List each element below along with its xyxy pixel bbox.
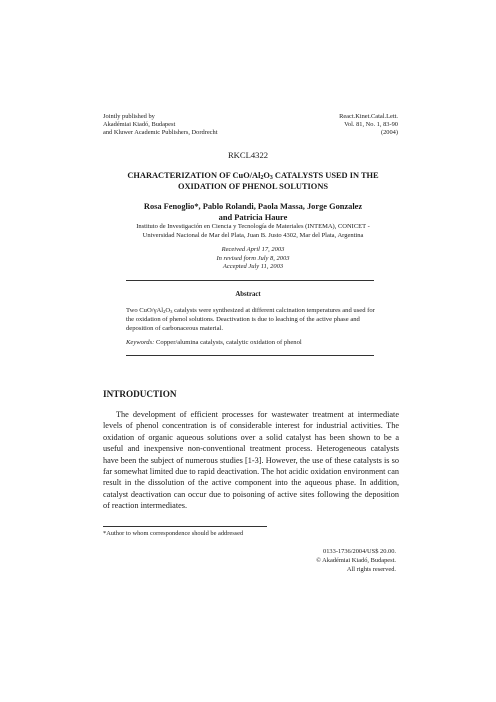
author-list <box>110 201 396 223</box>
abstract-text-part: Two CuO/γAl <box>126 307 164 314</box>
article-title <box>110 170 396 192</box>
introduction-paragraph: The development of efficient processes for wastewater treatment at intermediate levels of phenol concentration is of considerable interest for industrial activities. The oxidation of organic aqueous solutions over a solid catalyst has been shown to be a useful and inexpensive non-conventional treatment process. Heterogeneous catalysts have been the subject of numerous studies [1-3]. However, the use of these catalysts is so far somewhat limited due to rapid deactivation. The hot acidic oxidation environment can result in the dissolution of the active component into the aqueous phase. In addition, catalyst deactivation can occur due to poisoning of active sites following the deposition of reaction intermediates. <box>103 410 399 511</box>
abstract-top-rule <box>126 280 374 281</box>
affiliation-line: Universidad Nacional de Mar del Plata, Juan B. Justo 4302, Mar del Plata, Argentina <box>142 231 364 239</box>
rights-line: All rights reserved. <box>346 565 396 573</box>
keywords-label: Keywords: <box>126 339 155 346</box>
issn-line: 0133-1736/2004/US$ 20.00. <box>323 548 396 555</box>
abstract-heading: Abstract <box>235 291 261 298</box>
publisher-line: Jointly published by <box>103 113 155 120</box>
copyright-block <box>270 548 396 574</box>
title-text: CATALYSTS USED IN THE <box>272 171 379 180</box>
abstract-text-part: catalysts were synthesized at different calcination temperatures and used for the oxidation of phenol solutions. Deactivation is due to leaching of the active phase and deposition of carbonaceous material. <box>126 307 375 333</box>
journal-line: Vol. 81, No. 1, 83-90 <box>344 121 398 129</box>
abstract-subscript: 2 <box>163 309 166 314</box>
section-heading-introduction: INTRODUCTION <box>103 389 177 399</box>
accepted-date: Accepted July 11, 2003 <box>222 263 284 271</box>
title-subscript: 3 <box>269 175 273 181</box>
abstract-subscript: 3 <box>170 309 173 314</box>
abstract-text <box>126 306 376 333</box>
journal-reference <box>290 113 398 138</box>
publisher-line: Akadémiai Kiadó, Budapest <box>103 121 176 129</box>
keywords <box>126 338 376 347</box>
footnote-rule <box>103 526 267 527</box>
keywords-text: Copper/alumina catalysts, catalytic oxidation of phenol <box>154 339 302 346</box>
received-date: Received April 17, 2003 <box>221 246 285 253</box>
title-line-2: OXIDATION OF PHENOL SOLUTIONS <box>177 182 329 191</box>
publisher-info <box>103 113 303 138</box>
affiliation <box>110 223 396 240</box>
authors-line: and Patricia Haure <box>218 213 288 222</box>
copyright-line: © Akadémiai Kiadó, Budapest. <box>316 556 396 564</box>
article-code: RKCL4322 <box>227 150 269 160</box>
manuscript-dates <box>110 246 396 272</box>
footnote: *Author to whom correspondence should be addressed <box>103 530 244 537</box>
title-text: CHARACTERIZATION OF CuO/Al <box>127 171 261 180</box>
revised-date: In revised form July 8, 2003 <box>216 254 290 262</box>
affiliation-line: Instituto de Investigación en Ciencia y Tecnología de Materiales (INTEMA), CONICET - <box>136 223 370 230</box>
publisher-line: and Kluwer Academic Publishers, Dordrecht <box>103 129 218 137</box>
title-text: O <box>263 171 270 180</box>
abstract-text-part: O <box>165 307 171 314</box>
authors-line: Rosa Fenoglio*, Pablo Rolandi, Paola Massa, Jorge Gonzalez <box>143 202 363 211</box>
journal-line: React.Kinet.Catal.Lett. <box>339 113 398 120</box>
journal-line: (2004) <box>380 129 398 137</box>
abstract-bottom-rule <box>126 355 374 356</box>
title-line-1 <box>110 170 396 181</box>
title-subscript: 2 <box>260 175 264 181</box>
